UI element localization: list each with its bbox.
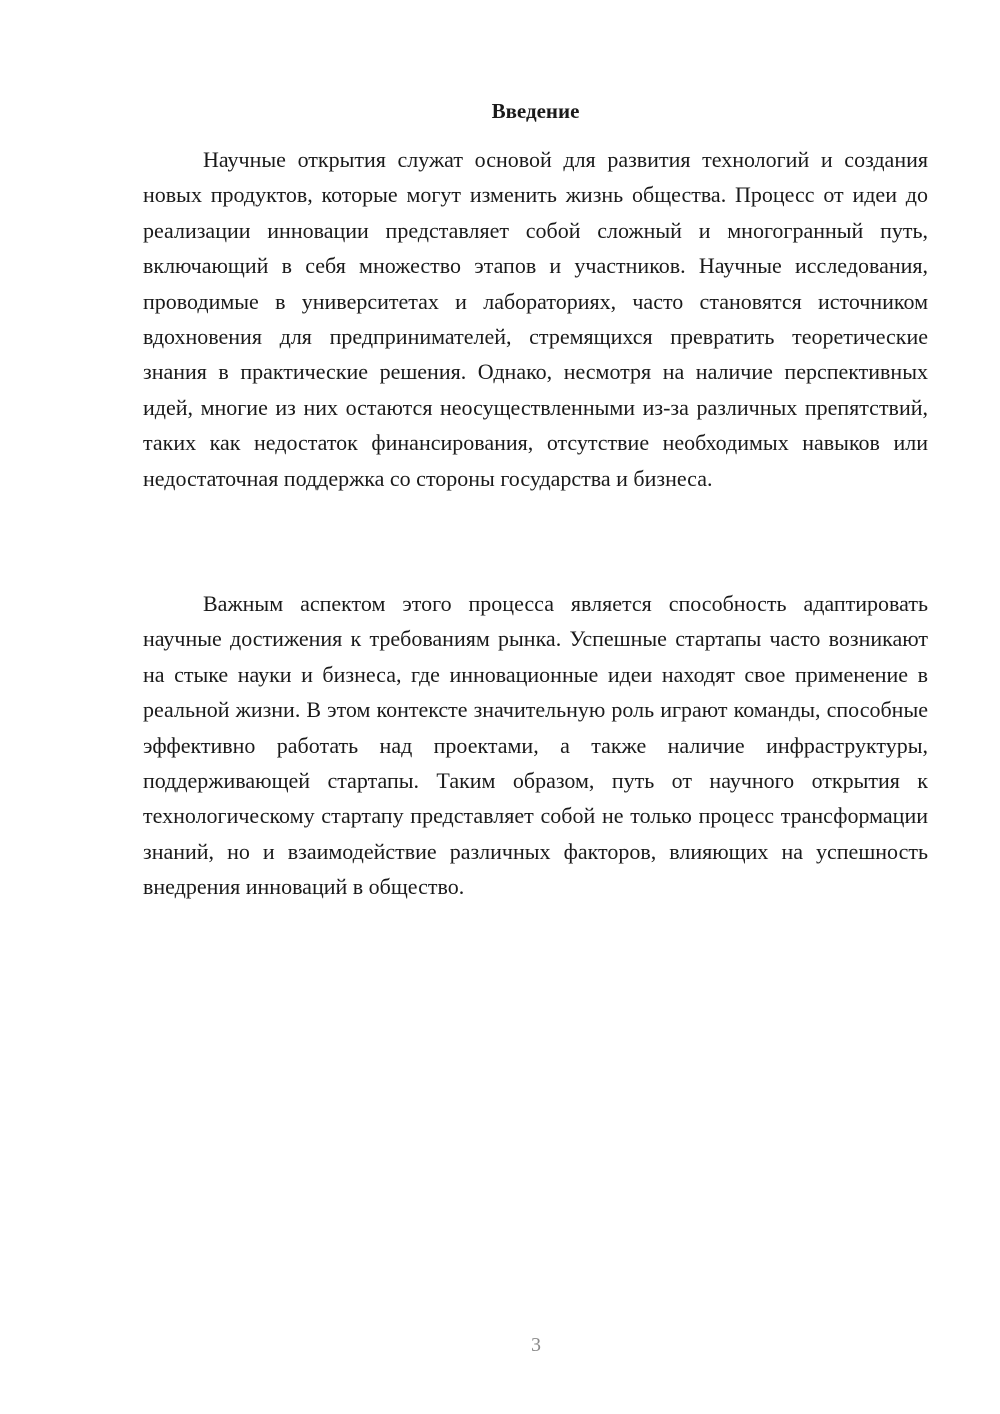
paragraph-2: Важным аспектом этого процесса является способность адаптировать научные достижения к требованиям рынка. Успешные стартапы часто возникают на стыке науки и бизнеса, где инновационные идеи находят свое применение в реальной жизни. В этом контексте значительную роль играют команды, способные эффективно работать над проектами, а также наличие инфраструктуры, поддерживающей стартапы. Таким образом, путь от научного открытия к технологическому стартапу представляет собой не только процесс трансформации знаний, но и взаимодействие различных факторов, влияющих на успешность внедрения инноваций в общество. xyxy=(143,591,928,900)
page-number: 3 xyxy=(531,1334,541,1356)
section-heading: Введение xyxy=(491,99,580,123)
paragraph-1: Научные открытия служат основой для развития технологий и создания новых продуктов, которые могут изменить жизнь общества. Процесс от идеи до реализации инновации представляет собой сложный и многогранный путь, включающий в себя множество этапов и участников. Научные исследования, проводимые в университетах и лабораториях, часто становятся источником вдохновения для предпринимателей, стремящихся превратить теоретические знания в практические решения. Однако, несмотря на наличие перспективных идей, многие из них остаются неосуществленными из-за различных препятствий, таких как недостаток финансирования, отсутствие необходимых навыков или недостаточная поддержка со стороны государства и бизнеса. xyxy=(143,147,928,491)
